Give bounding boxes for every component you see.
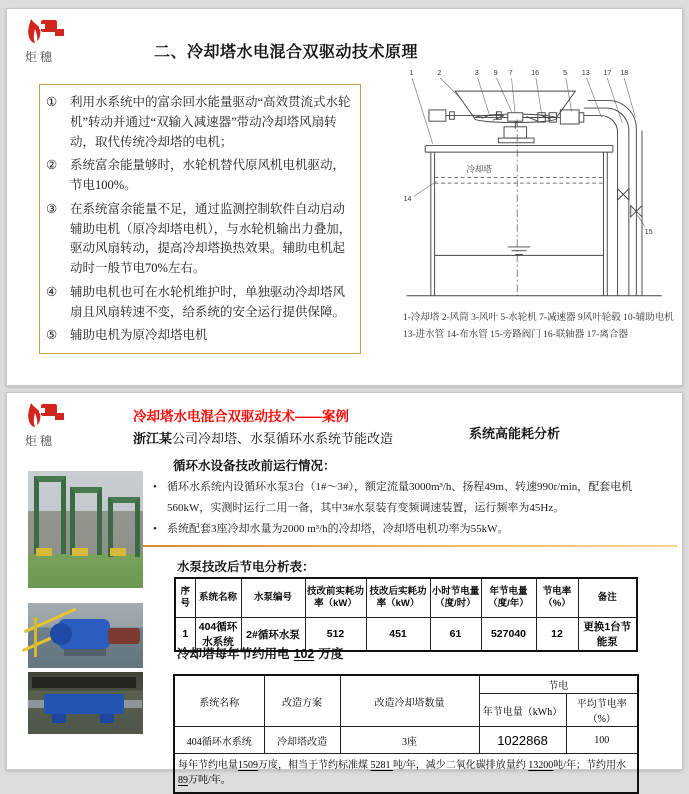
tower-structure (70, 487, 102, 555)
logo-text: 炬穗 (25, 434, 56, 448)
company-logo (25, 401, 89, 449)
cell: 512 (305, 618, 366, 652)
callout-13: 13 (581, 70, 590, 78)
list-item-text: 系统富余能量够时，水轮机替代原风机电机驱动，节电100%。 (70, 158, 346, 192)
list-item-text: 辅助电机也可在水轮机维护时，单独驱动冷却塔风扇且风扇转速不变，给系统的安全运行提供保障。 (70, 284, 346, 319)
logo-text: 炬穗 (25, 50, 56, 64)
bullet-list (153, 477, 675, 540)
list-item-text: 利用水系统中的富余回水能量驱动“高效贯流式水轮机”转动并通过“双输入减速器”带动冷却塔风扇转动，取代传统冷却塔的电机； (70, 95, 351, 149)
list-item-number: ⑤ (46, 328, 58, 343)
pump-savings-table (174, 577, 638, 652)
header-cell: 改造冷却塔数量 (340, 675, 479, 727)
header-cell: 技改后实耗功率（kW） (366, 578, 430, 618)
list-item-number: ④ (46, 284, 58, 299)
callout-18: 18 (620, 70, 629, 78)
header-cell: 系统名称 (174, 675, 264, 727)
cell: 1 (175, 618, 195, 652)
flame-logo-icon (25, 401, 65, 431)
header-cell: 水泵编号 (241, 578, 305, 618)
footer-text: 吨/年；节约用水 (553, 760, 627, 771)
callout-17: 17 (603, 70, 612, 78)
tower-base (36, 548, 52, 556)
retrofit-summary-table (173, 674, 639, 794)
callout-2: 2 (437, 70, 442, 78)
support-beam (32, 677, 136, 688)
cell: 更换1台节能泵 (578, 618, 637, 652)
cell: 冷却塔改造 (264, 727, 340, 754)
cell: 100 (566, 727, 638, 754)
drive-unit-foot (100, 714, 114, 723)
table-footer-row (174, 754, 638, 794)
flame-logo-icon (25, 17, 65, 47)
table-header-row (175, 578, 637, 618)
cell: 12 (536, 618, 578, 652)
company-logo (25, 17, 89, 65)
photo-water-turbine-pump (28, 603, 143, 668)
principles-box (39, 84, 361, 354)
cell: 61 (430, 618, 481, 652)
header-cell: 小时节电量（度/时） (430, 578, 481, 618)
footer-value: 5281 (370, 760, 393, 771)
pump-inlet (50, 623, 72, 645)
diagram-legend-line2: 13-进水管 14-布水管 15-旁路阀门 16-联轴器 17-离合器 (403, 330, 628, 340)
bullet-text: 系统配套3座冷却水量为2000 m³/h的冷却塔，冷却塔电机功率为55kW。 (167, 523, 509, 536)
table1-title: 水泵技改后节电分析表： (177, 560, 315, 574)
list-item (46, 156, 352, 196)
energy-analysis-heading: 系统高能耗分析 (469, 426, 561, 441)
table-row (174, 727, 638, 754)
header-cell: 节电率（%） (536, 578, 578, 618)
footer-text: 每年节约电量 (178, 760, 238, 771)
header-cell: 平均节电率（%） (566, 694, 638, 727)
pre-retrofit-heading: 循环水设备技改前运行情况： (173, 459, 336, 473)
footer-text: 吨/年，减少二氧化碳排放量约 (393, 760, 529, 771)
tower-structure (34, 476, 66, 554)
header-cell: 系统名称 (195, 578, 241, 618)
callout-1: 1 (409, 70, 414, 78)
drive-unit-foot (52, 714, 66, 723)
cell: 404循环水系统 (195, 618, 241, 652)
table-header-row (174, 675, 638, 694)
header-group-cell: 节电 (479, 675, 638, 694)
list-item (46, 326, 352, 346)
list-item (46, 93, 352, 152)
list-item-number: ① (46, 95, 58, 109)
note-prefix: 冷却塔每年节约用电 (177, 647, 290, 661)
bullet-marker: • (153, 523, 157, 536)
header-cell: 序号 (175, 578, 195, 618)
drive-unit-body (44, 694, 124, 714)
bullet-text: 循环水系统内设循环水泵3台（1#～3#），额定流量3000m³/h、扬程49m、转速990r/min，配套电机560kW，实测时运行二用一备，其中3#水泵装有变频调速装置，运行频率为45Hz。 (167, 481, 633, 515)
list-item-text: 在系统富余能量不足，通过监测控制软件自动启动辅助电机（原冷却塔电机），与水轮机输出力叠加，驱动风扇转动，提高冷却塔换热效果。辅助电机起动时一般节电70%左右。 (70, 201, 352, 275)
header-cell: 备注 (578, 578, 637, 618)
cooling-tower-diagram (391, 63, 679, 307)
outlet-pipe (108, 628, 140, 644)
slide-2 (6, 392, 683, 786)
callout-9: 9 (493, 70, 498, 78)
tower-base (110, 548, 126, 556)
divider-line (57, 545, 677, 547)
list-item (46, 283, 352, 323)
cell: 527040 (481, 618, 536, 652)
header-cell: 改造方案 (264, 675, 340, 727)
footer-value: 1509 (238, 760, 258, 771)
slide-1 (6, 8, 683, 386)
tower-label: 冷却塔 (466, 163, 492, 174)
subtitle-rest: 公司冷却塔、水泵循环水系统节能改造 (172, 431, 394, 446)
savings-summary-text (174, 754, 638, 794)
photo-dual-drive-unit (28, 672, 143, 734)
bullet-item (153, 477, 675, 519)
list-item-text: 辅助电机为原冷却塔电机 (70, 328, 208, 343)
footer-value: 89 (178, 775, 188, 786)
callout-15: 15 (644, 228, 653, 236)
callout-7: 7 (508, 70, 513, 78)
diagram-legend-line1: 1-冷却塔 2-风筒 3-风叶 5-水轮机 7-减速器 9风叶轮毂 10-辅助电机 (403, 313, 674, 323)
slide1-title: 二、冷却塔水电混合双驱动技术原理 (154, 44, 419, 61)
footer-text: 万吨/年。 (188, 775, 231, 786)
note-suffix: 万度 (318, 647, 344, 661)
list-item-number: ② (46, 158, 58, 173)
subtitle-company: 浙江某 (133, 431, 173, 446)
header-cell: 年节电量（kWh） (479, 694, 566, 727)
shaft-right (122, 700, 142, 708)
bullet-item (153, 519, 675, 540)
tower-base (72, 548, 88, 556)
list-item (46, 200, 352, 279)
footer-value: 13200 (528, 760, 554, 771)
slide2-subtitle (133, 428, 393, 447)
header-cell: 技改前实耗功率（kW） (305, 578, 366, 618)
photo-cooling-tower-site (28, 471, 143, 588)
callout-3: 3 (474, 70, 479, 78)
note-value: 102 (293, 647, 315, 661)
callout-14: 14 (403, 195, 412, 203)
annual-savings-note (177, 644, 343, 662)
cell: 2#循环水泵 (241, 618, 305, 652)
callout-16: 16 (531, 70, 540, 78)
header-cell: 年节电量（度/年） (481, 578, 536, 618)
cell: 1022868 (479, 727, 566, 754)
cell: 451 (366, 618, 430, 652)
cell: 404循环水系统 (174, 727, 264, 754)
cell: 3座 (340, 727, 479, 754)
footer-text: 万度，相当于节约标准煤 (258, 760, 371, 771)
list-item-number: ③ (46, 201, 58, 216)
yellow-railing-post (34, 617, 37, 657)
callout-5: 5 (563, 70, 568, 78)
slide2-title: 冷却塔水电混合双驱动技术——案例 (133, 409, 349, 424)
bullet-marker: • (153, 481, 157, 493)
